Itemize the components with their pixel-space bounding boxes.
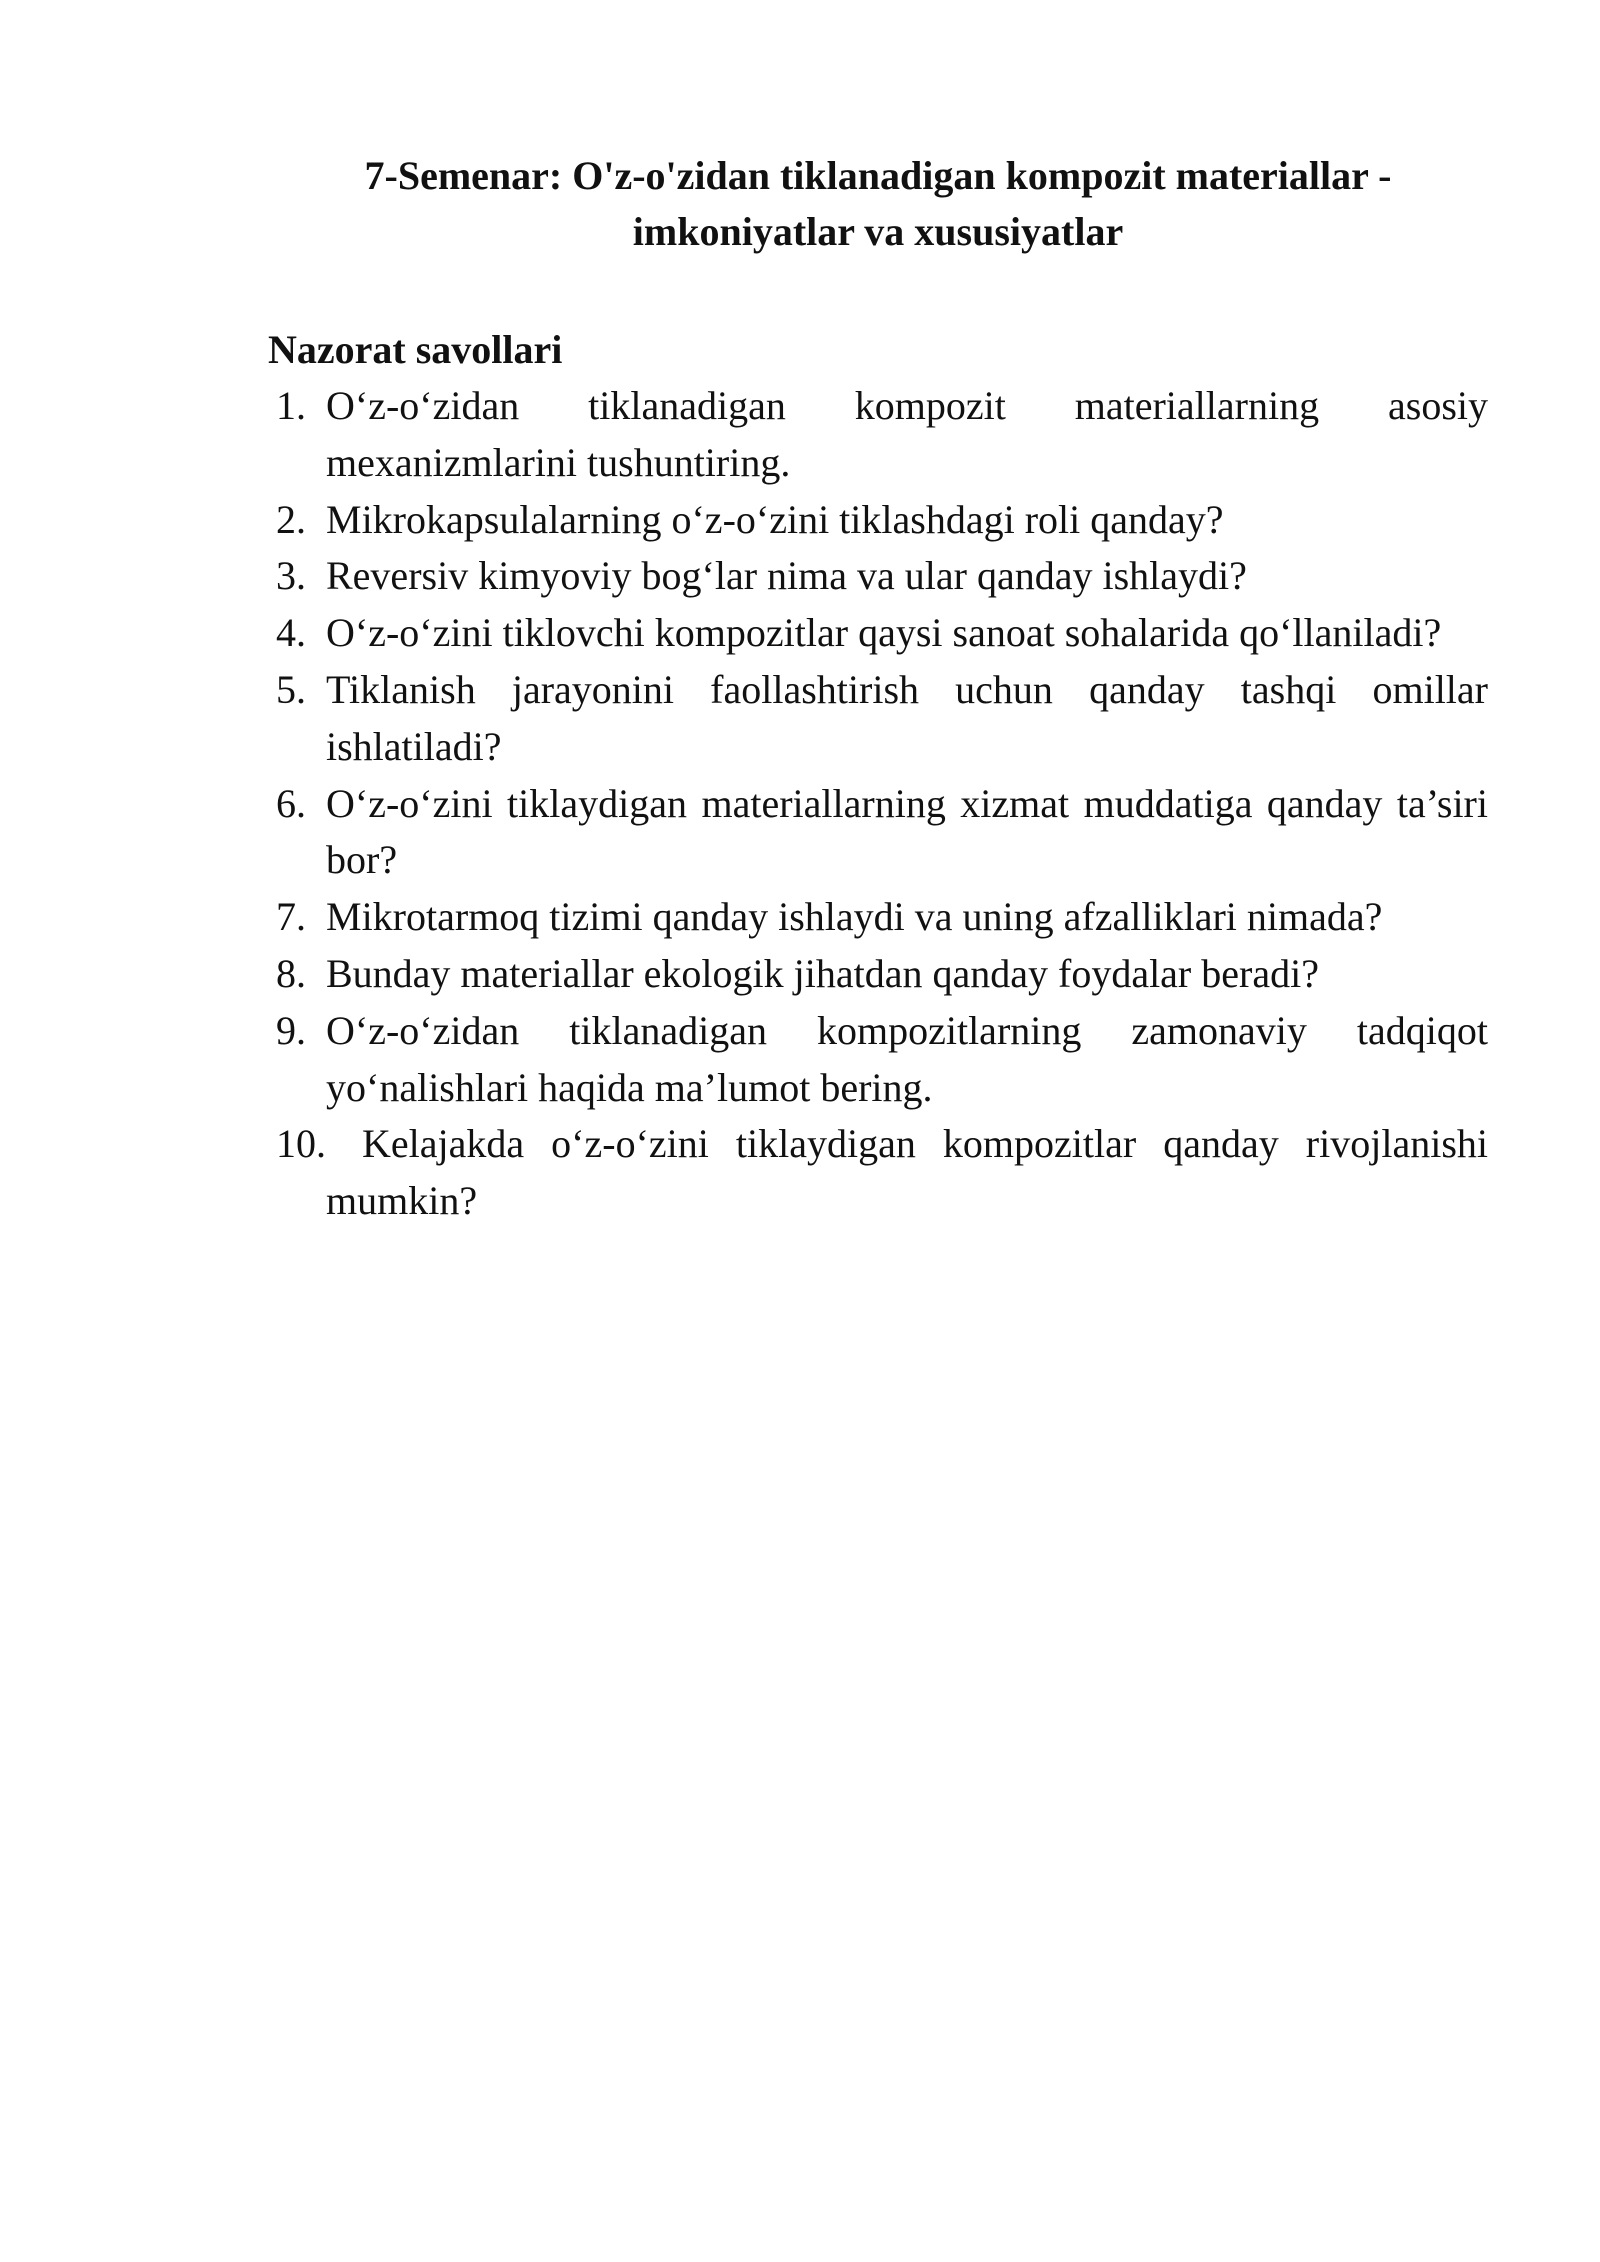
list-item-text: O‘z-o‘zidan tiklanadigan kompozit materiallarning asosiy mexanizmlarini tushuntiring. <box>326 383 1488 485</box>
list-item-text: Mikrotarmoq tizimi qanday ishlaydi va uning afzalliklari nimada? <box>326 894 1383 940</box>
list-item-text: Reversiv kimyoviy bog‘lar nima va ular qanday ishlaydi? <box>326 553 1247 599</box>
page-title-line-1: 7-Semenar: O'z-o'zidan tiklanadigan kompozit materiallar - <box>364 153 1392 198</box>
list-item-number: 3. <box>276 553 306 599</box>
questions-list <box>268 378 1488 1230</box>
list-item-text: O‘z-o‘zini tiklaydigan materiallarning xizmat muddatiga qanday ta’siri bor? <box>326 780 1488 883</box>
list-item <box>268 378 1488 492</box>
list-item-number: 9. <box>276 1007 306 1053</box>
list-item <box>268 946 1488 1003</box>
list-item-number: 10. <box>276 1121 326 1167</box>
list-item-text: O‘z-o‘zini tiklovchi kompozitlar qaysi sanoat sohalarida qo‘llaniladi? <box>326 610 1442 656</box>
list-item <box>268 492 1488 549</box>
list-item <box>268 662 1488 776</box>
list-item <box>268 548 1488 605</box>
list-item <box>268 1116 1488 1230</box>
list-item-text: Tiklanish jarayonini faollashtirish uchun qanday tashqi omillar ishlatiladi? <box>326 666 1488 769</box>
page-title <box>268 148 1488 260</box>
page-title-line-2: imkoniyatlar va xususiyatlar <box>632 209 1124 254</box>
section-heading: Nazorat savollari <box>268 327 563 372</box>
list-item <box>268 605 1488 662</box>
list-item <box>268 776 1488 890</box>
list-item-text: O‘z-o‘zidan tiklanadigan kompozitlarning zamonaviy tadqiqot yo‘nalishlari haqida ma’lumot bering. <box>326 1007 1488 1110</box>
list-item-text: Mikrokapsulalarning o‘z-o‘zini tiklashdagi roli qanday? <box>326 496 1224 542</box>
list-item-number: 1. <box>276 383 306 428</box>
list-item-number: 5. <box>276 666 306 712</box>
list-item <box>268 1003 1488 1117</box>
list-item-number: 4. <box>276 610 306 656</box>
list-item-number: 2. <box>276 496 306 542</box>
list-item-text: Kelajakda o‘z-o‘zini tiklaydigan kompozitlar qanday rivojlanishi mumkin? <box>326 1121 1488 1224</box>
list-item-number: 6. <box>276 780 306 826</box>
list-item-text: Bunday materiallar ekologik jihatdan qanday foydalar beradi? <box>326 950 1319 996</box>
list-item-number: 8. <box>276 950 306 996</box>
list-item <box>268 889 1488 946</box>
list-item-number: 7. <box>276 894 306 940</box>
